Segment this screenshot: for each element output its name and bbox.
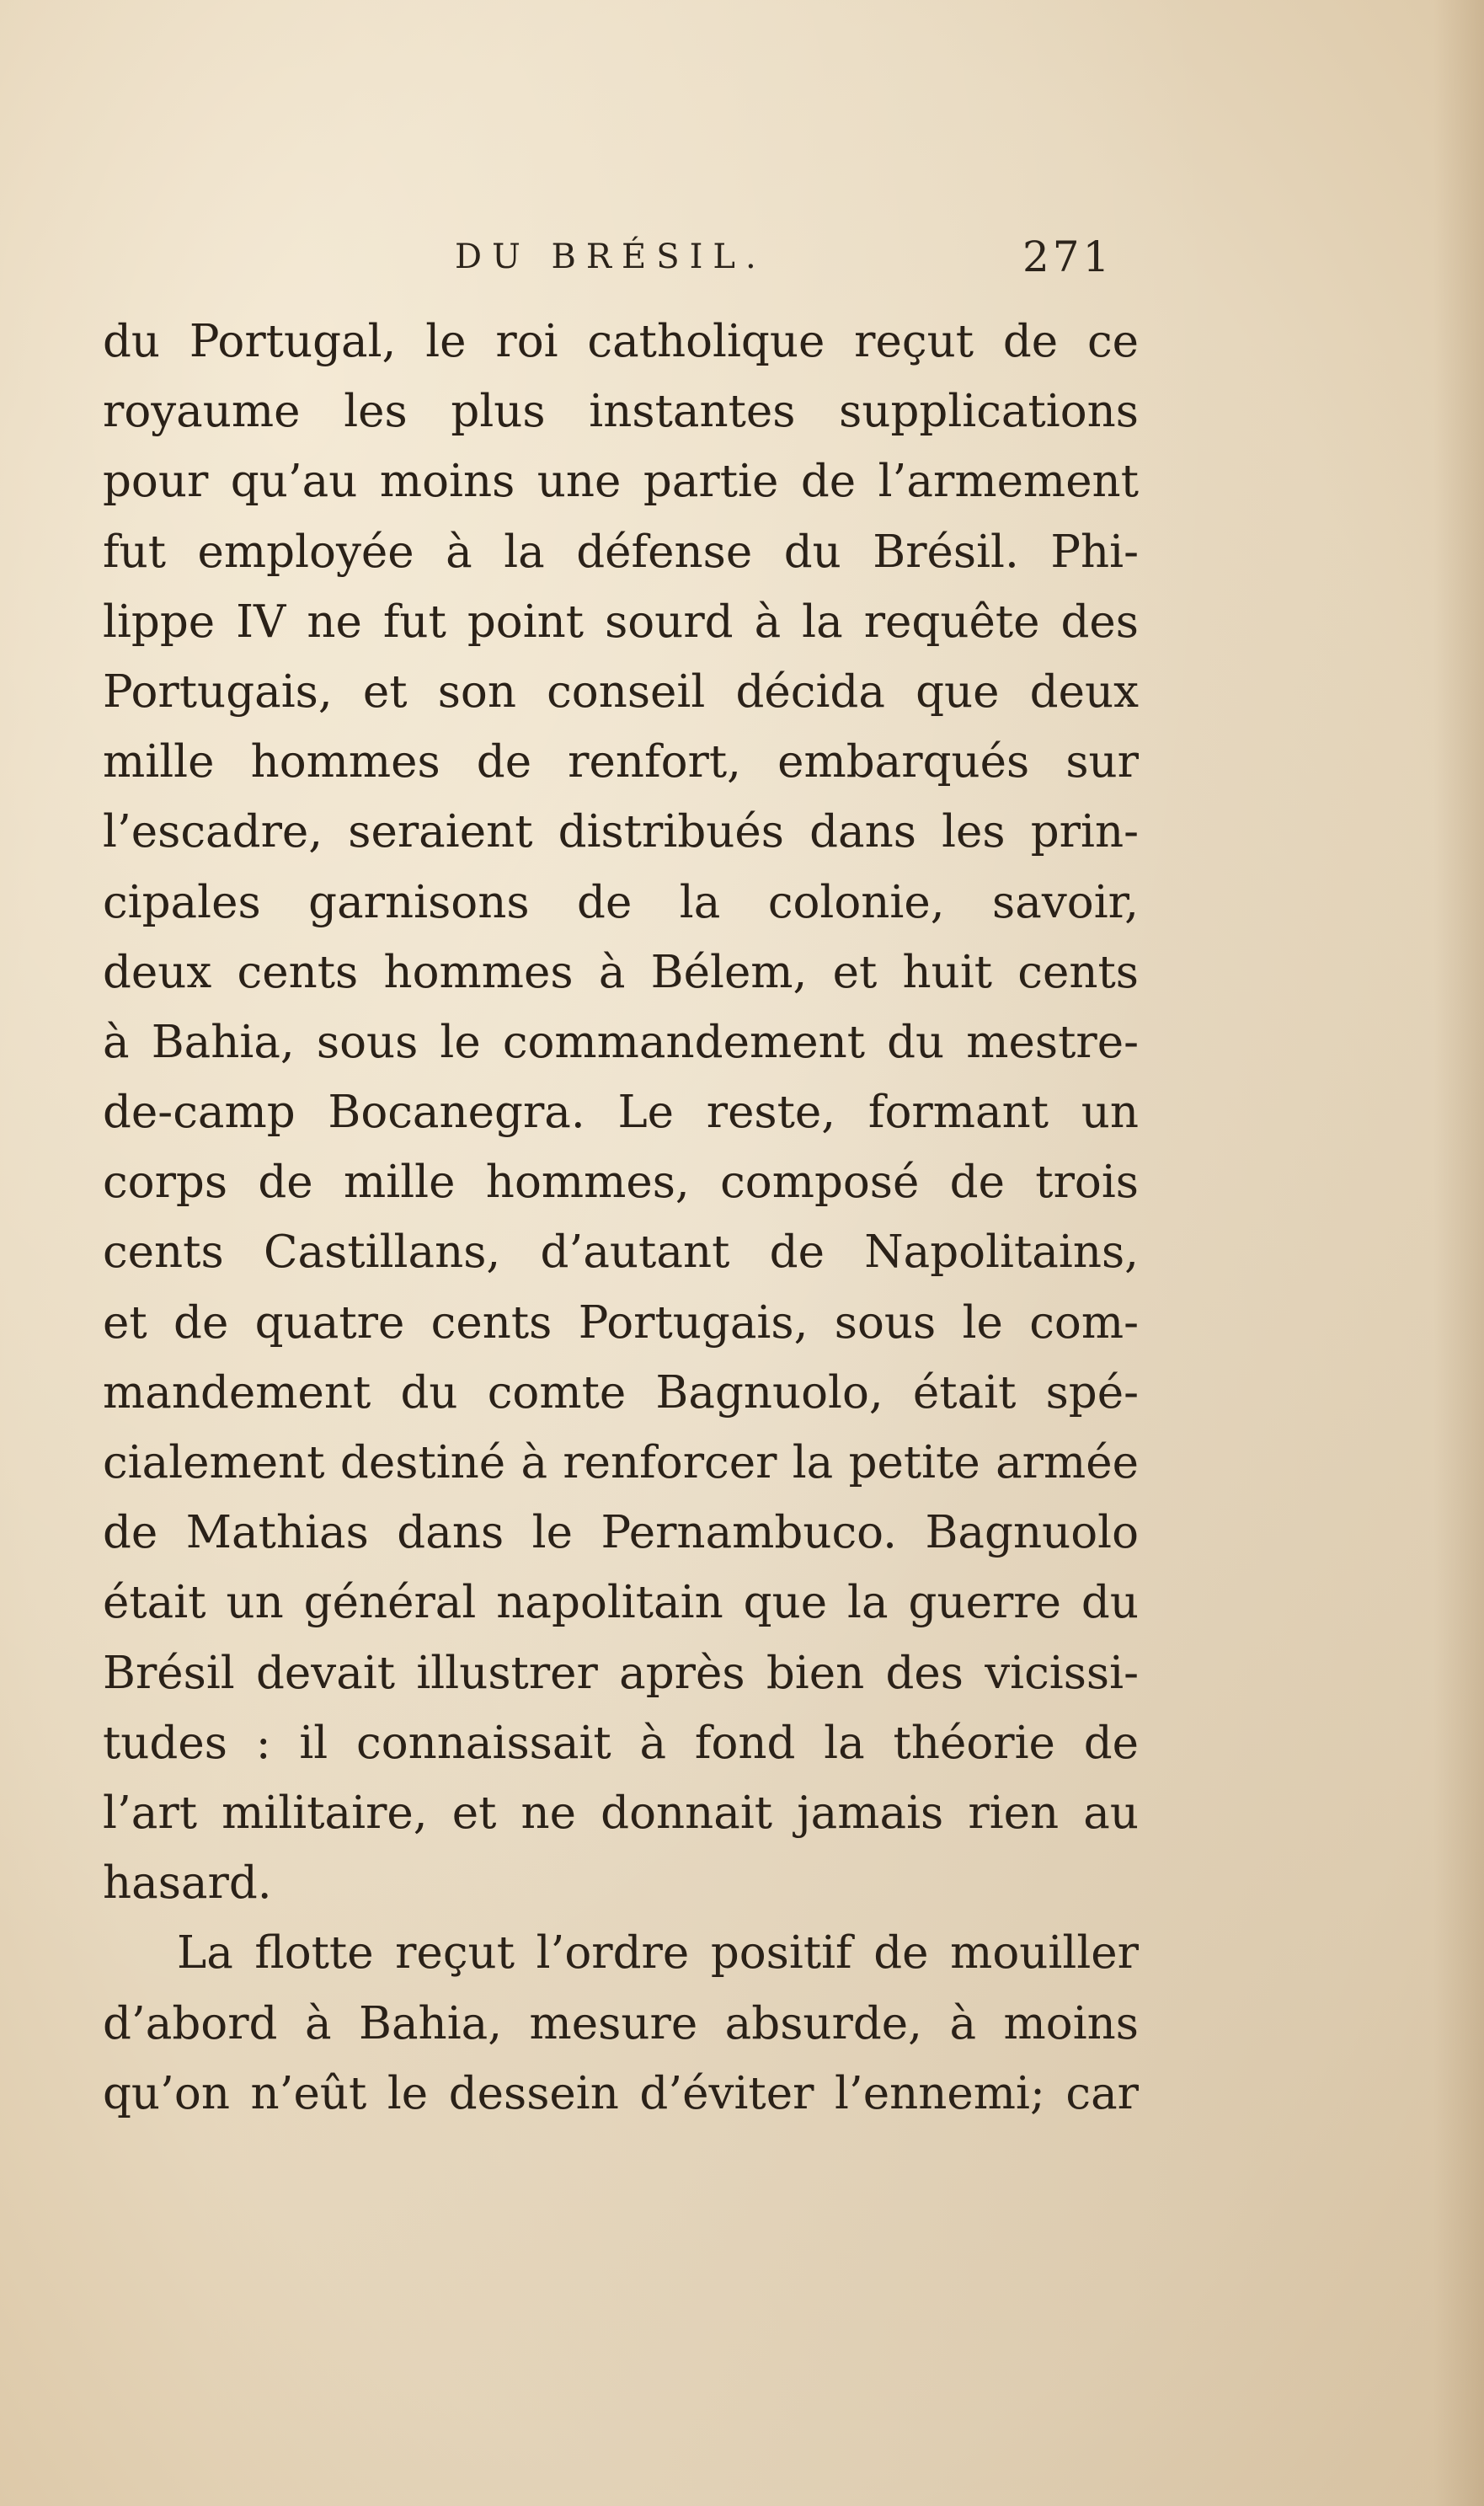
text-line: tudes : il connaissait à fond la théorie de [103,1717,1139,1769]
text-line: lippe IV ne fut point sourd à la requête des [103,596,1139,648]
text-line: cialement destiné à renforcer la petite armée [103,1437,1139,1488]
text-line: deux cents hommes à Bélem, et huit cents [103,946,1139,998]
text-line: l’art militaire, et ne donnait jamais rien au [103,1787,1139,1839]
text-line: du Portugal, le roi catholique reçut de ce [103,316,1139,367]
text-line: qu’on n’eût le dessein d’éviter l’ennemi; car [103,2067,1139,2119]
text-line: de-camp Bocanegra. Le reste, formant un [103,1087,1139,1139]
text-line: La flotte reçut l’ordre positif de mouiller [177,1927,1139,1980]
text-line: et de quatre cents Portugais, sous le com- [103,1296,1139,1349]
page-edge-shadow [1433,0,1484,2506]
text-line: fut employée à la défense du Brésil. Phi- [103,526,1139,578]
page-number: 271 [1022,232,1113,281]
text-line: corps de mille hommes, composé de trois [103,1157,1139,1209]
text-line: était un général napolitain que la guerre du [103,1577,1139,1629]
text-line: Portugais, et son conseil décida que deux [103,665,1139,718]
text-line: hasard. [103,1857,272,1910]
text-line: pour qu’au moins une partie de l’armement [103,456,1139,508]
text-line: cipales garnisons de la colonie, savoir, [103,876,1139,928]
text-line: mandement du comte Bagnuolo, était spé- [103,1366,1139,1419]
body-text [103,307,1139,2129]
text-line: Brésil devait illustrer après bien des vicissi- [103,1647,1139,1699]
page-header [101,232,1113,297]
text-line: royaume les plus instantes supplications [103,386,1139,438]
text-line: de Mathias dans le Pernambuco. Bagnuolo [103,1507,1139,1559]
text-line: mille hommes de renfort, embarqués sur [103,736,1139,788]
text-line: d’abord à Bahia, mesure absurde, à moins [103,1997,1139,2049]
text-line: à Bahia, sous le commandement du mestre- [103,1016,1139,1068]
text-line: l’escadre, seraient distribués dans les prin- [103,806,1139,858]
running-title: DU BRÉSIL. [455,238,766,276]
text-line: cents Castillans, d’autant de Napolitains, [103,1226,1139,1279]
